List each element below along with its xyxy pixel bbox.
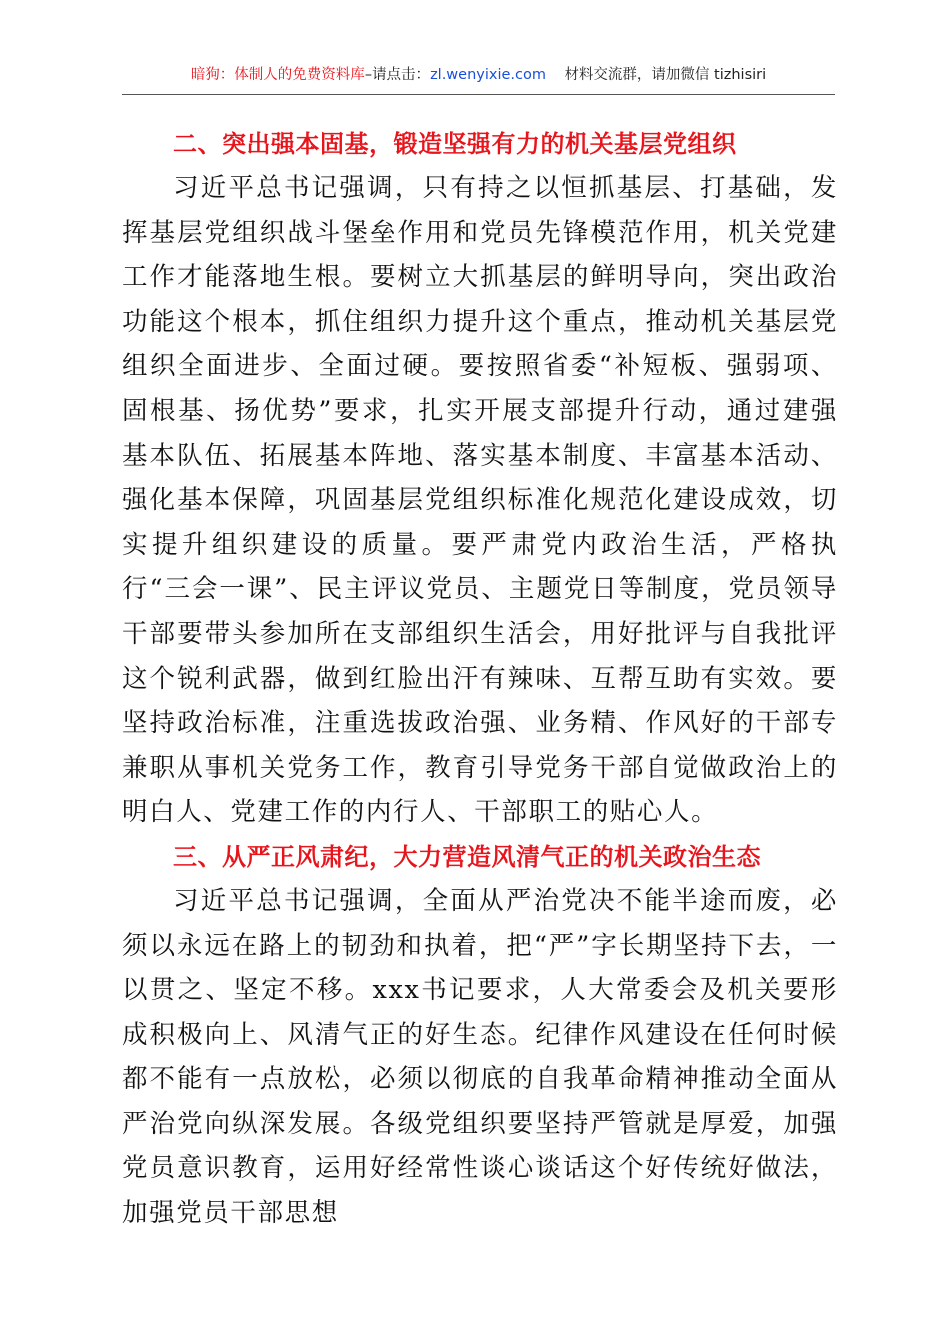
header-contact: 材料交流群，请加微信 tizhisiri: [564, 67, 767, 83]
section-heading-2: 二、突出强本固基，锻造坚强有力的机关基层党组织: [173, 130, 737, 158]
document-body: [122, 122, 838, 1236]
section-paragraph-2: 习近平总书记强调，只有持之以恒抓基层、打基础，发挥基层党组织战斗堡垒作用和党员先锋模范作用，机关党建工作才能落地生根。要树立大抓基层的鲜明导向，突出政治功能这个根本，抓住组织力提升这个重点，推动机关基层党组织全面进步、全面过硬。要按照省委“补短板、强弱项、固根基、扬优势”要求，扎实开展支部提升行动，通过建强基本队伍、拓展基本阵地、落实基本制度、丰富基本活动、强化基本保障，巩固基层党组织标准化规范化建设成效，切实提升组织建设的质量。要严肃党内政治生活，严格执行“三会一课”、民主评议党员、主题党日等制度，党员领导干部要带头参加所在支部组织生活会，用好批评与自我批评这个锐利武器，做到红脸出汗有辣味、互帮互助有实效。要坚持政治标准，注重选拔政治强、业务精、作风好的干部专兼职从事机关党务工作，教育引导党务干部自觉做政治上的明白人、党建工作的内行人、干部职工的贴心人。: [122, 173, 838, 828]
page-header: [122, 64, 835, 95]
header-brand: 暗狗：体制人的免费资料库: [190, 67, 365, 83]
header-prompt: –请点击：: [364, 67, 431, 83]
section-paragraph-3: 习近平总书记强调，全面从严治党决不能半途而废，必须以永远在路上的韧劲和执着，把“严”字长期坚持下去，一以贯之、坚定不移。xxx书记要求，人大常委会及机关要形成积极向上、风清气正的好生态。纪律作风建设在任何时候都不能有一点放松，必须以彻底的自我革命精神推动全面从严治党向纵深发展。各级党组织要坚持严管就是厚爱，加强党员意识教育，运用好经常性谈心谈话这个好传统好做法，加强党员干部思想: [122, 885, 838, 1229]
header-url-link[interactable]: zl.wenyixie.com: [430, 67, 546, 83]
section-heading-3: 三、从严正风肃纪，大力营造风清气正的机关政治生态: [173, 842, 761, 871]
